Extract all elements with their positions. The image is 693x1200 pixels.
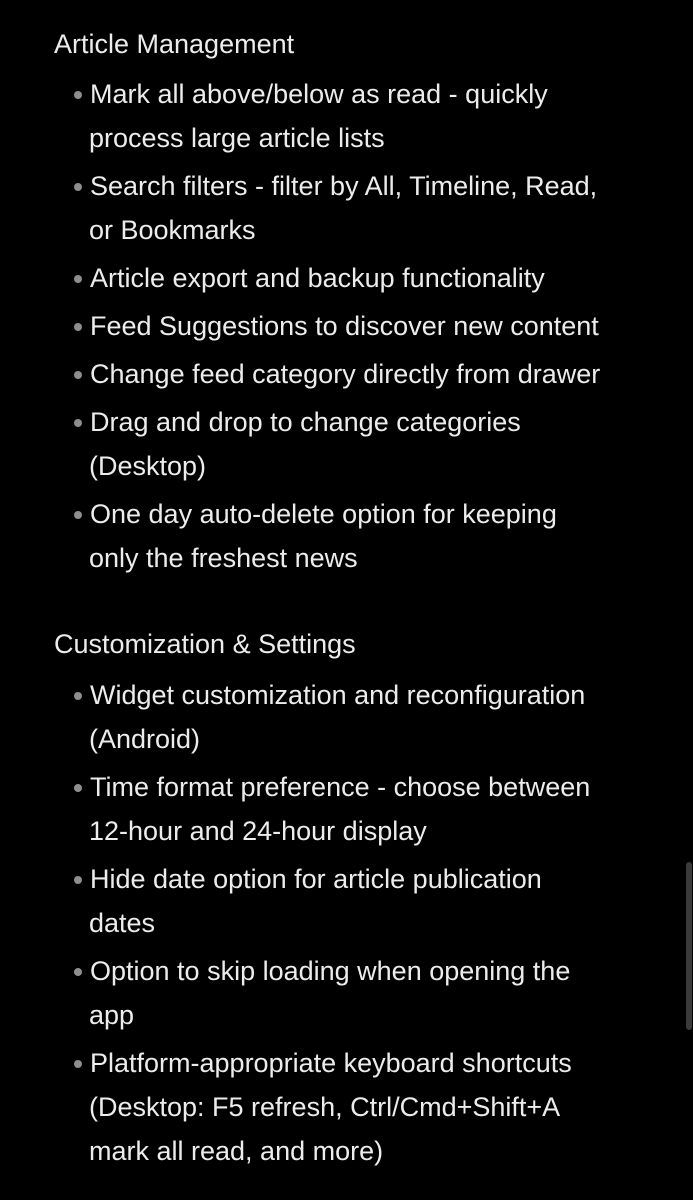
list-item-line: only the freshest news bbox=[89, 543, 358, 573]
list-item-line: One day auto-delete option for keeping bbox=[90, 499, 557, 529]
list-item-line: process large article lists bbox=[89, 123, 385, 153]
bullet-icon bbox=[74, 968, 82, 976]
bullet-icon bbox=[74, 1060, 82, 1068]
bullet-icon bbox=[74, 91, 82, 99]
bullet-icon bbox=[74, 511, 82, 519]
list-item-line: Widget customization and reconfiguration bbox=[90, 680, 586, 710]
list-item-line: (Desktop) bbox=[89, 451, 207, 481]
section-title-customization-settings: Customization & Settings bbox=[54, 629, 356, 659]
list-item-line: Time format preference - choose between bbox=[90, 772, 591, 802]
list-item-line: 12-hour and 24-hour display bbox=[89, 816, 427, 846]
list-item-line: dates bbox=[89, 908, 156, 938]
list-item-line: Platform-appropriate keyboard shortcuts bbox=[90, 1048, 572, 1078]
list-item-line: Feed Suggestions to discover new content bbox=[90, 311, 599, 341]
list-item-line: or Bookmarks bbox=[89, 215, 256, 245]
bullet-icon bbox=[74, 183, 82, 191]
bullet-icon bbox=[74, 371, 82, 379]
bullet-icon bbox=[74, 784, 82, 792]
scrollbar[interactable] bbox=[685, 0, 693, 1200]
list-item-line: (Desktop: F5 refresh, Ctrl/Cmd+Shift+A bbox=[89, 1092, 561, 1122]
list-item-line: Hide date option for article publication bbox=[90, 864, 542, 894]
scrollbar-thumb[interactable] bbox=[686, 862, 692, 1030]
list-item-line: Drag and drop to change categories bbox=[90, 407, 521, 437]
bullet-icon bbox=[74, 419, 82, 427]
bullet-icon bbox=[74, 692, 82, 700]
section-title-article-management: Article Management bbox=[54, 29, 295, 59]
list-item-line: Search filters - filter by All, Timeline, Read, bbox=[90, 171, 598, 201]
bullet-icon bbox=[74, 275, 82, 283]
bullet-icon bbox=[74, 323, 82, 331]
list-item-line: (Android) bbox=[89, 724, 201, 754]
bullet-icon bbox=[74, 876, 82, 884]
list-item-line: Article export and backup functionality bbox=[90, 263, 545, 293]
list-item-line: Change feed category directly from drawer bbox=[90, 359, 601, 389]
list-item-line: mark all read, and more) bbox=[89, 1136, 384, 1166]
list-item-line: app bbox=[89, 1000, 135, 1030]
list-item-line: Mark all above/below as read - quickly bbox=[90, 79, 548, 109]
list-item-line: Option to skip loading when opening the bbox=[90, 956, 571, 986]
